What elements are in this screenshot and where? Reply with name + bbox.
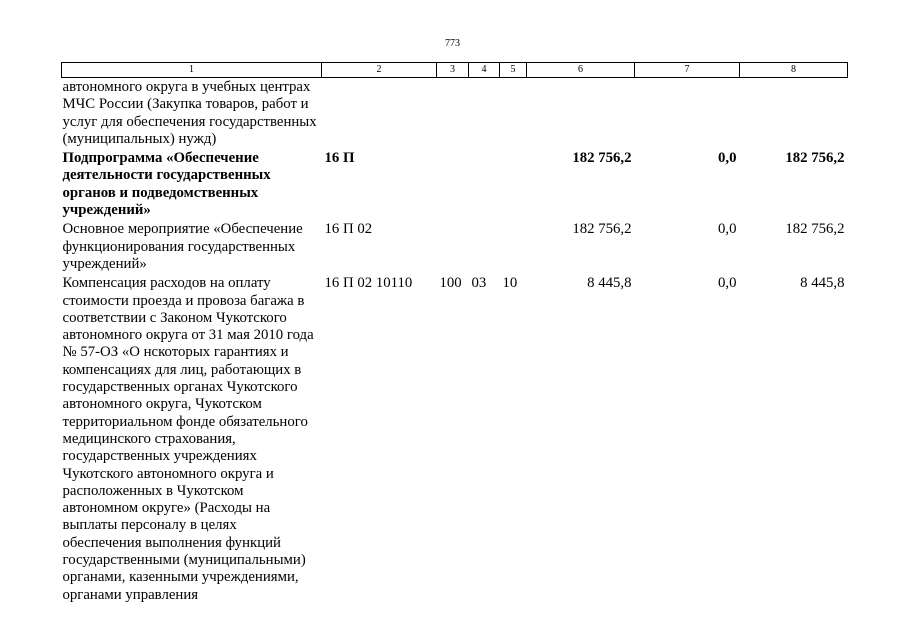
name-line: соответствии с Законом Чукотского [62, 309, 287, 326]
total-cell: 182 756,2 [785, 150, 845, 167]
column-number-row [62, 63, 848, 78]
subsection-cell: 10 [502, 275, 518, 292]
name-line: № 57-ОЗ «О нскоторых гарантиях и [62, 344, 289, 361]
column-number-header: 7 [635, 63, 740, 78]
expense-type-cell [437, 220, 469, 274]
name-line: (муниципальных) нужд) [62, 130, 217, 147]
name-line: медицинского страхования, [62, 430, 236, 447]
name-line: расположенных в Чукотском [62, 482, 244, 499]
change-cell: 0,0 [718, 275, 737, 292]
amount-cell [527, 78, 635, 150]
subprogram-row [62, 149, 848, 220]
name-line: государственными (муниципальными) [62, 552, 306, 569]
expense-type-cell [437, 78, 469, 150]
column-number-header: 4 [469, 63, 500, 78]
name-cell [62, 78, 322, 150]
name-line: деятельности государственных [62, 167, 271, 184]
total-cell: 182 756,2 [785, 221, 845, 238]
total-cell: 8 445,8 [800, 275, 845, 292]
table-row [62, 220, 848, 274]
name-line: компенсациях для лиц, работающих в [62, 361, 302, 378]
name-line: функционирования государственных [62, 238, 296, 255]
name-line: государственных учреждениях [62, 448, 257, 465]
column-number-header: 1 [62, 63, 322, 78]
amount-cell: 8 445,8 [587, 275, 632, 292]
change-cell: 0,0 [718, 221, 737, 238]
name-cell [62, 274, 322, 605]
name-cell [62, 220, 322, 274]
table-row [62, 274, 848, 605]
name-line: органами управления [62, 586, 199, 603]
name-line: выплаты персоналу в целях [62, 517, 237, 534]
change-cell [635, 78, 740, 150]
column-number-header: 2 [322, 63, 437, 78]
name-line: услуг для обеспечения государственных [62, 113, 317, 130]
code-cell: 16 П 02 10110 [324, 275, 413, 292]
section-cell [469, 149, 500, 220]
name-line: Чукотского автономного округа и [62, 465, 274, 482]
name-line: органов и подведомственных [62, 184, 259, 201]
column-number-header: 8 [740, 63, 848, 78]
table-row [62, 78, 848, 150]
name-line: автономного округа от 31 мая 2010 года [62, 327, 314, 344]
code-cell: 16 П [324, 150, 355, 167]
column-number-header: 6 [527, 63, 635, 78]
code-cell: 16 П 02 [324, 221, 373, 238]
amount-cell: 182 756,2 [572, 150, 632, 167]
name-line: МЧС России (Закупка товаров, работ и [62, 96, 309, 113]
name-line: территориальном фонде обязательного [62, 413, 308, 430]
name-line: Подпрограмма «Обеспечение [62, 150, 259, 167]
change-cell: 0,0 [718, 150, 737, 167]
section-cell [469, 220, 500, 274]
name-line: учреждений» [62, 202, 151, 219]
name-line: автономного округа, Чукотском [62, 396, 262, 413]
column-number-header: 5 [500, 63, 527, 78]
expense-type-cell: 100 [439, 275, 462, 292]
name-cell [62, 149, 322, 220]
name-line: учреждений» [62, 255, 147, 272]
expense-type-cell [437, 149, 469, 220]
name-line: стоимости проезда и провоза багажа в [62, 292, 305, 309]
name-line: Основное мероприятие «Обеспечение [62, 221, 303, 238]
name-line: автономном округе» (Расходы на [62, 500, 271, 517]
column-number-header: 3 [437, 63, 469, 78]
name-line: Компенсация расходов на оплату [62, 275, 271, 292]
name-line: автономного округа в учебных центрах [62, 79, 311, 95]
page-number: 773 [445, 38, 460, 49]
table-header [62, 63, 848, 78]
subsection-cell [500, 149, 527, 220]
subsection-cell [500, 78, 527, 150]
name-line: органами, казенными учреждениями, [62, 569, 299, 586]
code-cell [322, 78, 437, 150]
table-body [62, 78, 848, 605]
name-line: обеспечения выполнения функций [62, 534, 281, 551]
subsection-cell [500, 220, 527, 274]
amount-cell: 182 756,2 [572, 221, 632, 238]
name-line: государственных органах Чукотского [62, 379, 298, 396]
total-cell [740, 78, 848, 150]
section-cell [469, 78, 500, 150]
budget-table [61, 62, 848, 605]
section-cell: 03 [471, 275, 487, 292]
